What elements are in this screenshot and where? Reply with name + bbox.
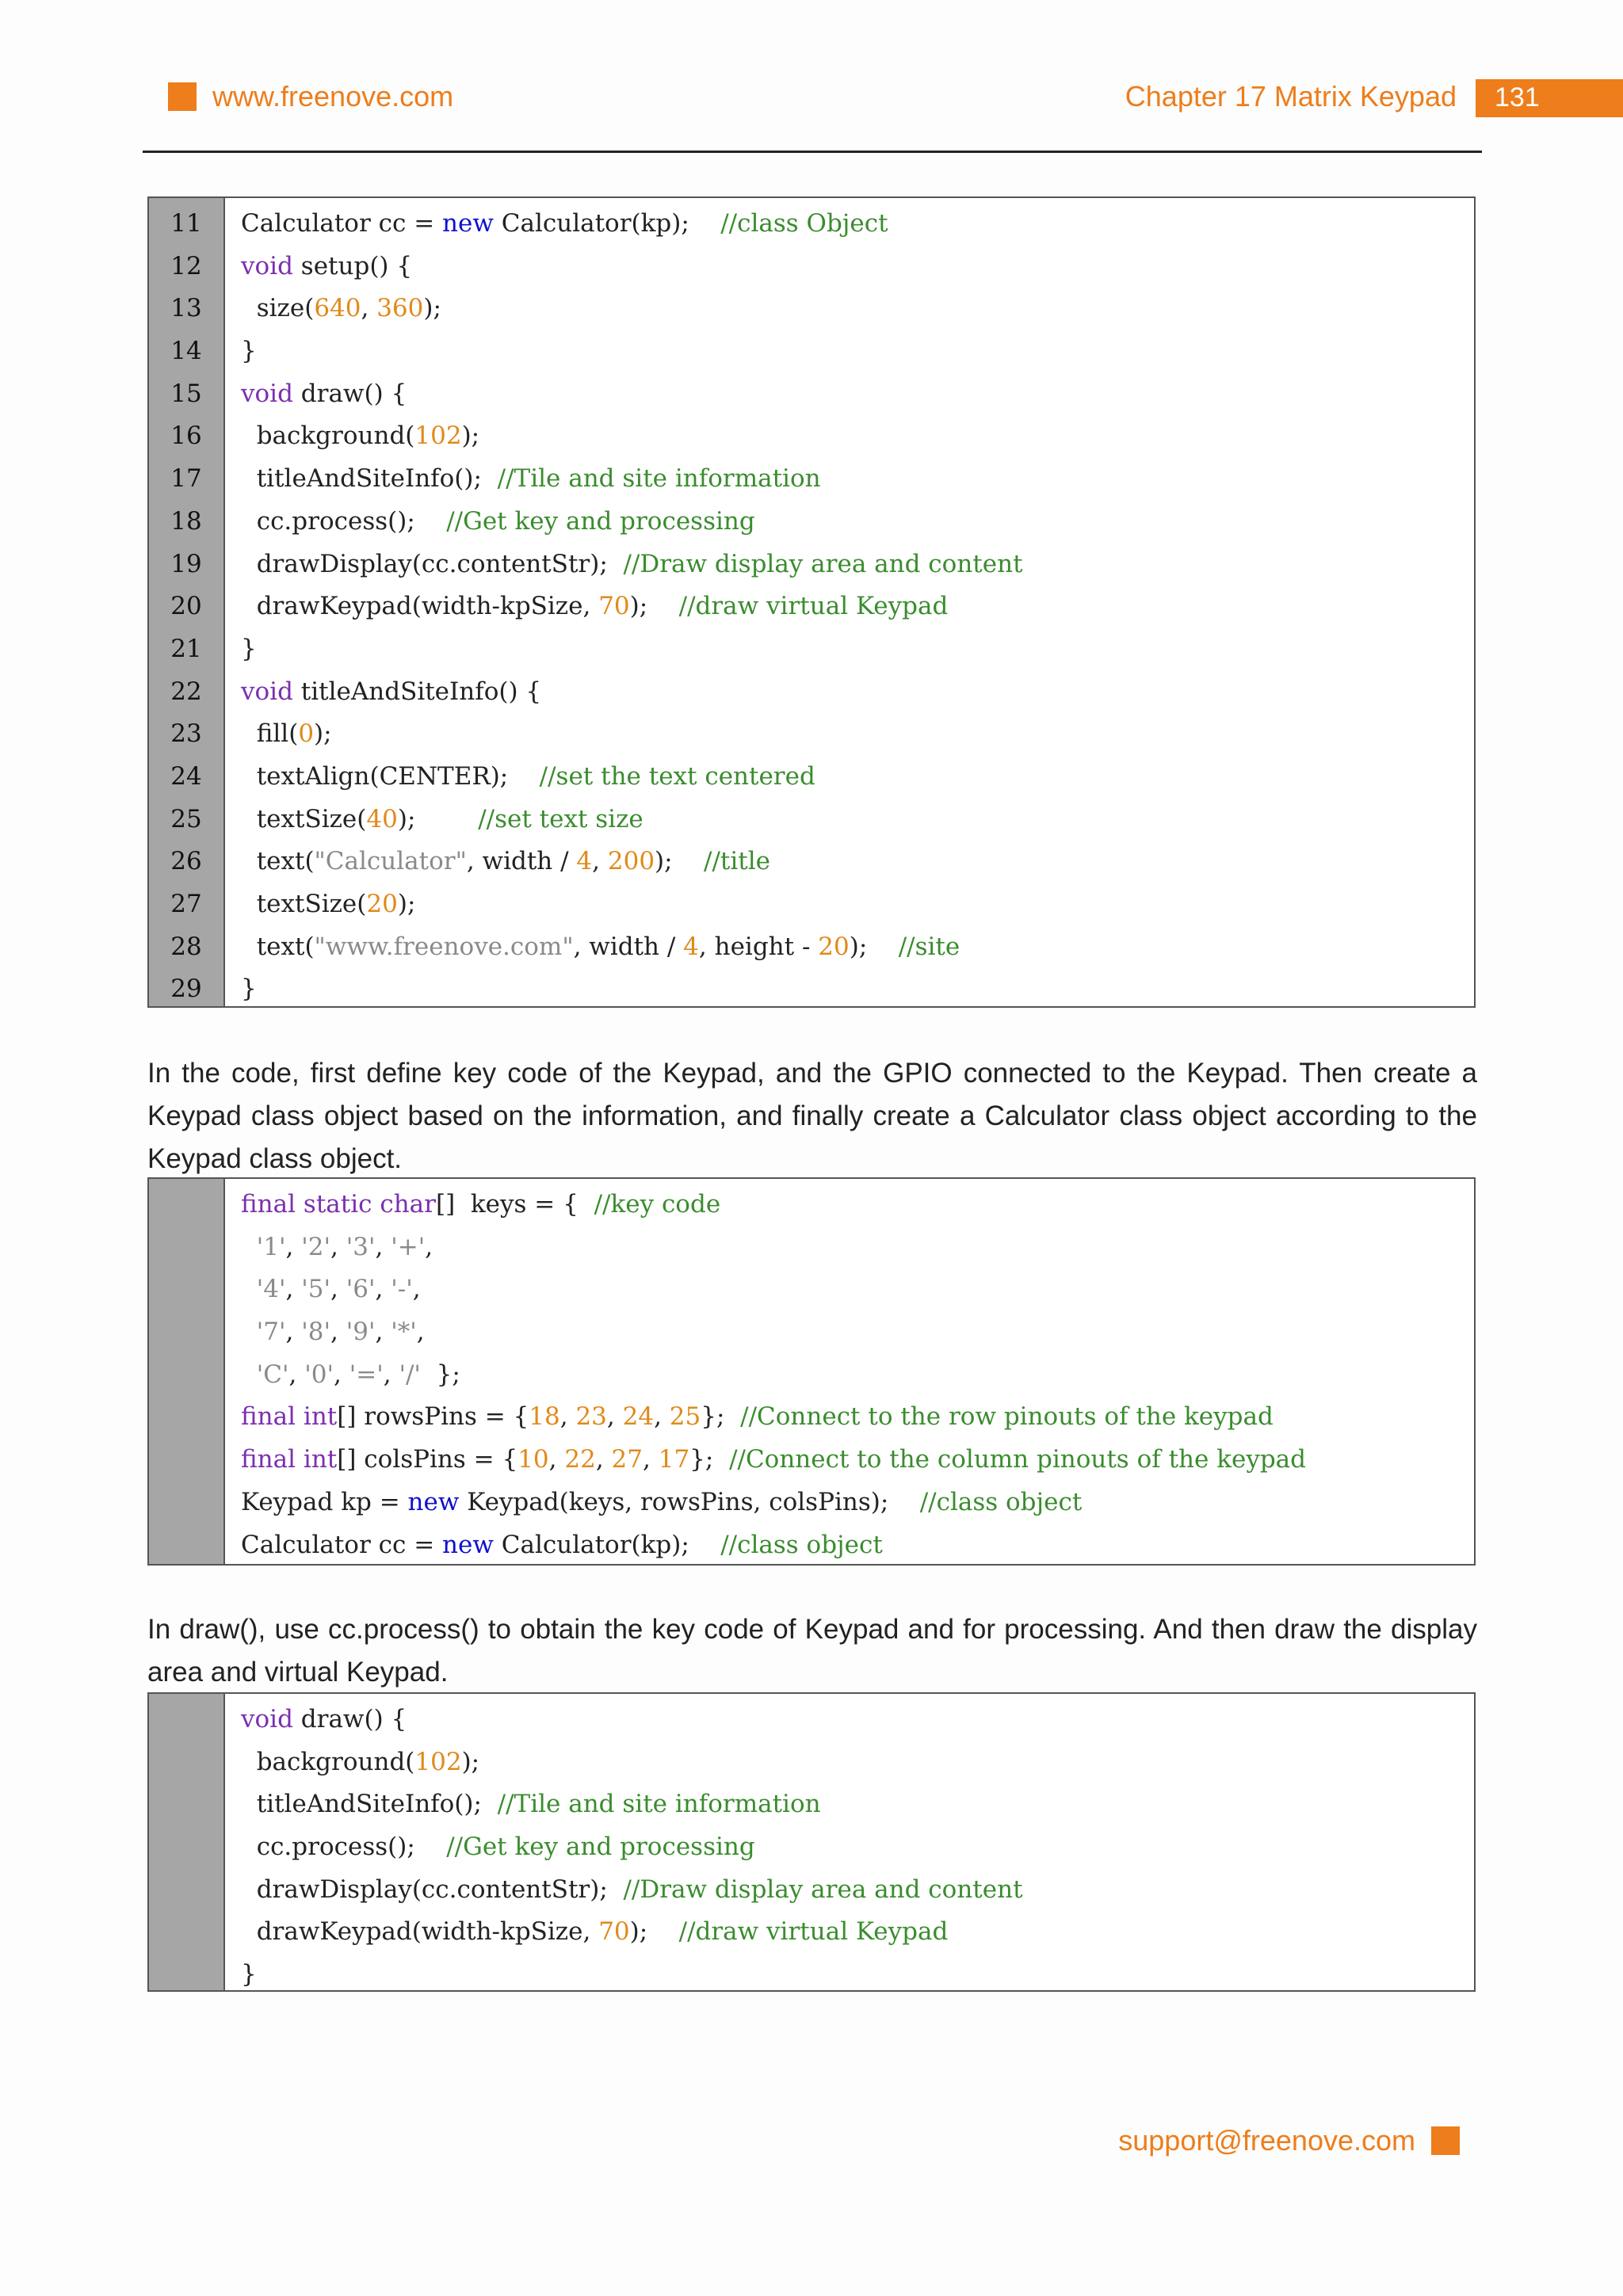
code-line [149, 926, 1474, 969]
code-text: text("www.freenove.com", width / 4, height - 20); //site [241, 932, 960, 961]
code-text: textAlign(CENTER); //set the text centered [241, 761, 815, 791]
code-text: void draw() { [241, 379, 407, 408]
code-line [149, 1869, 1474, 1912]
page-number: 131 [1476, 79, 1623, 117]
line-number: 20 [170, 592, 202, 621]
code-text: void setup() { [241, 251, 413, 280]
code-text: size(640, 360); [241, 294, 441, 323]
code-text: '4', '5', '6', '-', [256, 1275, 421, 1304]
code-line [149, 799, 1474, 841]
code-line [149, 1524, 1474, 1567]
code-text: } [241, 974, 257, 1004]
code-line [149, 713, 1474, 756]
line-number: 12 [170, 251, 202, 280]
code-text: background(102); [241, 1747, 480, 1776]
code-text: void titleAndSiteInfo() { [241, 677, 542, 706]
header-divider [143, 151, 1482, 153]
code-line [149, 1911, 1474, 1954]
code-text: titleAndSiteInfo(); //Tile and site information [241, 464, 821, 494]
code-line [149, 671, 1474, 714]
code-block-1 [147, 196, 1476, 1008]
code-text: titleAndSiteInfo(); //Tile and site information [241, 1790, 821, 1819]
code-text: } [241, 337, 257, 366]
code-line [149, 246, 1474, 288]
line-number: 15 [170, 379, 202, 408]
line-number: 24 [170, 761, 202, 791]
line-number: 18 [170, 506, 202, 536]
code-text: Keypad kp = new Keypad(keys, rowsPins, colsPins); //class object [241, 1487, 1083, 1516]
code-line [149, 756, 1474, 799]
line-number: 17 [170, 464, 202, 494]
code-line [149, 458, 1474, 501]
code-text: void draw() { [241, 1705, 407, 1733]
code-text: drawDisplay(cc.contentStr); //Draw display area and content [241, 1875, 1023, 1904]
code-line [149, 1184, 1474, 1226]
code-text: final static char[] keys = { //key code [241, 1190, 721, 1219]
code-line [149, 203, 1474, 246]
code-text: drawKeypad(width-kpSize, 70); //draw virtual Keypad [241, 1917, 949, 1947]
footer-support-email[interactable]: support@freenove.com [1118, 2124, 1415, 2157]
code-text: cc.process(); //Get key and processing [241, 506, 755, 536]
line-number: 19 [170, 549, 202, 578]
code-text: drawDisplay(cc.contentStr); //Draw display area and content [241, 549, 1023, 578]
code-text: final int[] colsPins = {10, 22, 27, 17}; //Connect to the column pinouts of the keypad [241, 1445, 1307, 1474]
code-line [149, 501, 1474, 543]
code-line [149, 330, 1474, 373]
code-text: } [241, 634, 257, 663]
code-text: } [241, 1960, 257, 1989]
header-site-link[interactable]: www.freenove.com [212, 80, 454, 113]
code-line [149, 841, 1474, 883]
code-text: fill(0); [241, 719, 332, 749]
line-number: 26 [170, 847, 202, 876]
code-line [149, 628, 1474, 671]
code-line [149, 1396, 1474, 1439]
code-block-3 [147, 1692, 1476, 1992]
line-number: 13 [170, 294, 202, 323]
code-text: background(102); [241, 421, 480, 451]
code-line [149, 288, 1474, 330]
code-text: cc.process(); //Get key and processing [241, 1833, 755, 1862]
code-line [149, 373, 1474, 416]
code-line [149, 415, 1474, 458]
code-text: textSize(40); //set text size [241, 804, 643, 833]
code-line [149, 1826, 1474, 1869]
code-line [149, 1268, 1474, 1311]
code-line [149, 1699, 1474, 1741]
header-logo-square [168, 82, 197, 111]
code-line [149, 968, 1474, 1011]
code-text: drawKeypad(width-kpSize, 70); //draw virtual Keypad [241, 592, 949, 621]
code-line [149, 585, 1474, 628]
code-text: '1', '2', '3', '+', [256, 1232, 433, 1261]
line-number: 21 [170, 634, 202, 663]
code-line [149, 1783, 1474, 1826]
code-text: 'C', '0', '=', '/' }; [256, 1360, 460, 1389]
code-text: '7', '8', '9', '*', [256, 1318, 425, 1347]
line-number: 14 [170, 337, 202, 366]
code-line [149, 543, 1474, 586]
code-line [149, 1226, 1474, 1269]
line-number: 25 [170, 804, 202, 833]
paragraph-define-keypad: In the code, first define key code of the Keypad, and the GPIO connected to the Keypad. Then create a Keypad class object based on the information, and finally create a Calculator class object according to the Keypad class object. [147, 1058, 1477, 1174]
line-number: 16 [170, 421, 202, 451]
code-line [149, 883, 1474, 926]
code-text: Calculator cc = new Calculator(kp); //class object [241, 1530, 883, 1559]
code-line [149, 1311, 1474, 1354]
paragraph-draw-process: In draw(), use cc.process() to obtain the key code of Keypad and for processing. And then draw the display area and virtual Keypad. [147, 1614, 1477, 1688]
line-number: 11 [170, 209, 202, 238]
line-number: 29 [170, 974, 202, 1004]
line-number: 27 [170, 890, 202, 918]
code-line [149, 1482, 1474, 1524]
line-number: 22 [170, 677, 202, 706]
code-line [149, 1741, 1474, 1784]
line-number: 28 [170, 932, 202, 961]
code-line [149, 1439, 1474, 1482]
code-block-2 [147, 1177, 1476, 1566]
header-chapter-title: Chapter 17 Matrix Keypad [1125, 80, 1457, 113]
code-line [149, 1954, 1474, 1997]
code-text: Calculator cc = new Calculator(kp); //class Object [241, 209, 888, 238]
footer-logo-square [1431, 2126, 1460, 2155]
code-text: textSize(20); [241, 890, 416, 918]
code-line [149, 1354, 1474, 1397]
line-number: 23 [170, 719, 202, 749]
code-text: final int[] rowsPins = {18, 23, 24, 25}; //Connect to the row pinouts of the keypad [241, 1402, 1274, 1432]
code-text: text("Calculator", width / 4, 200); //title [241, 847, 770, 876]
